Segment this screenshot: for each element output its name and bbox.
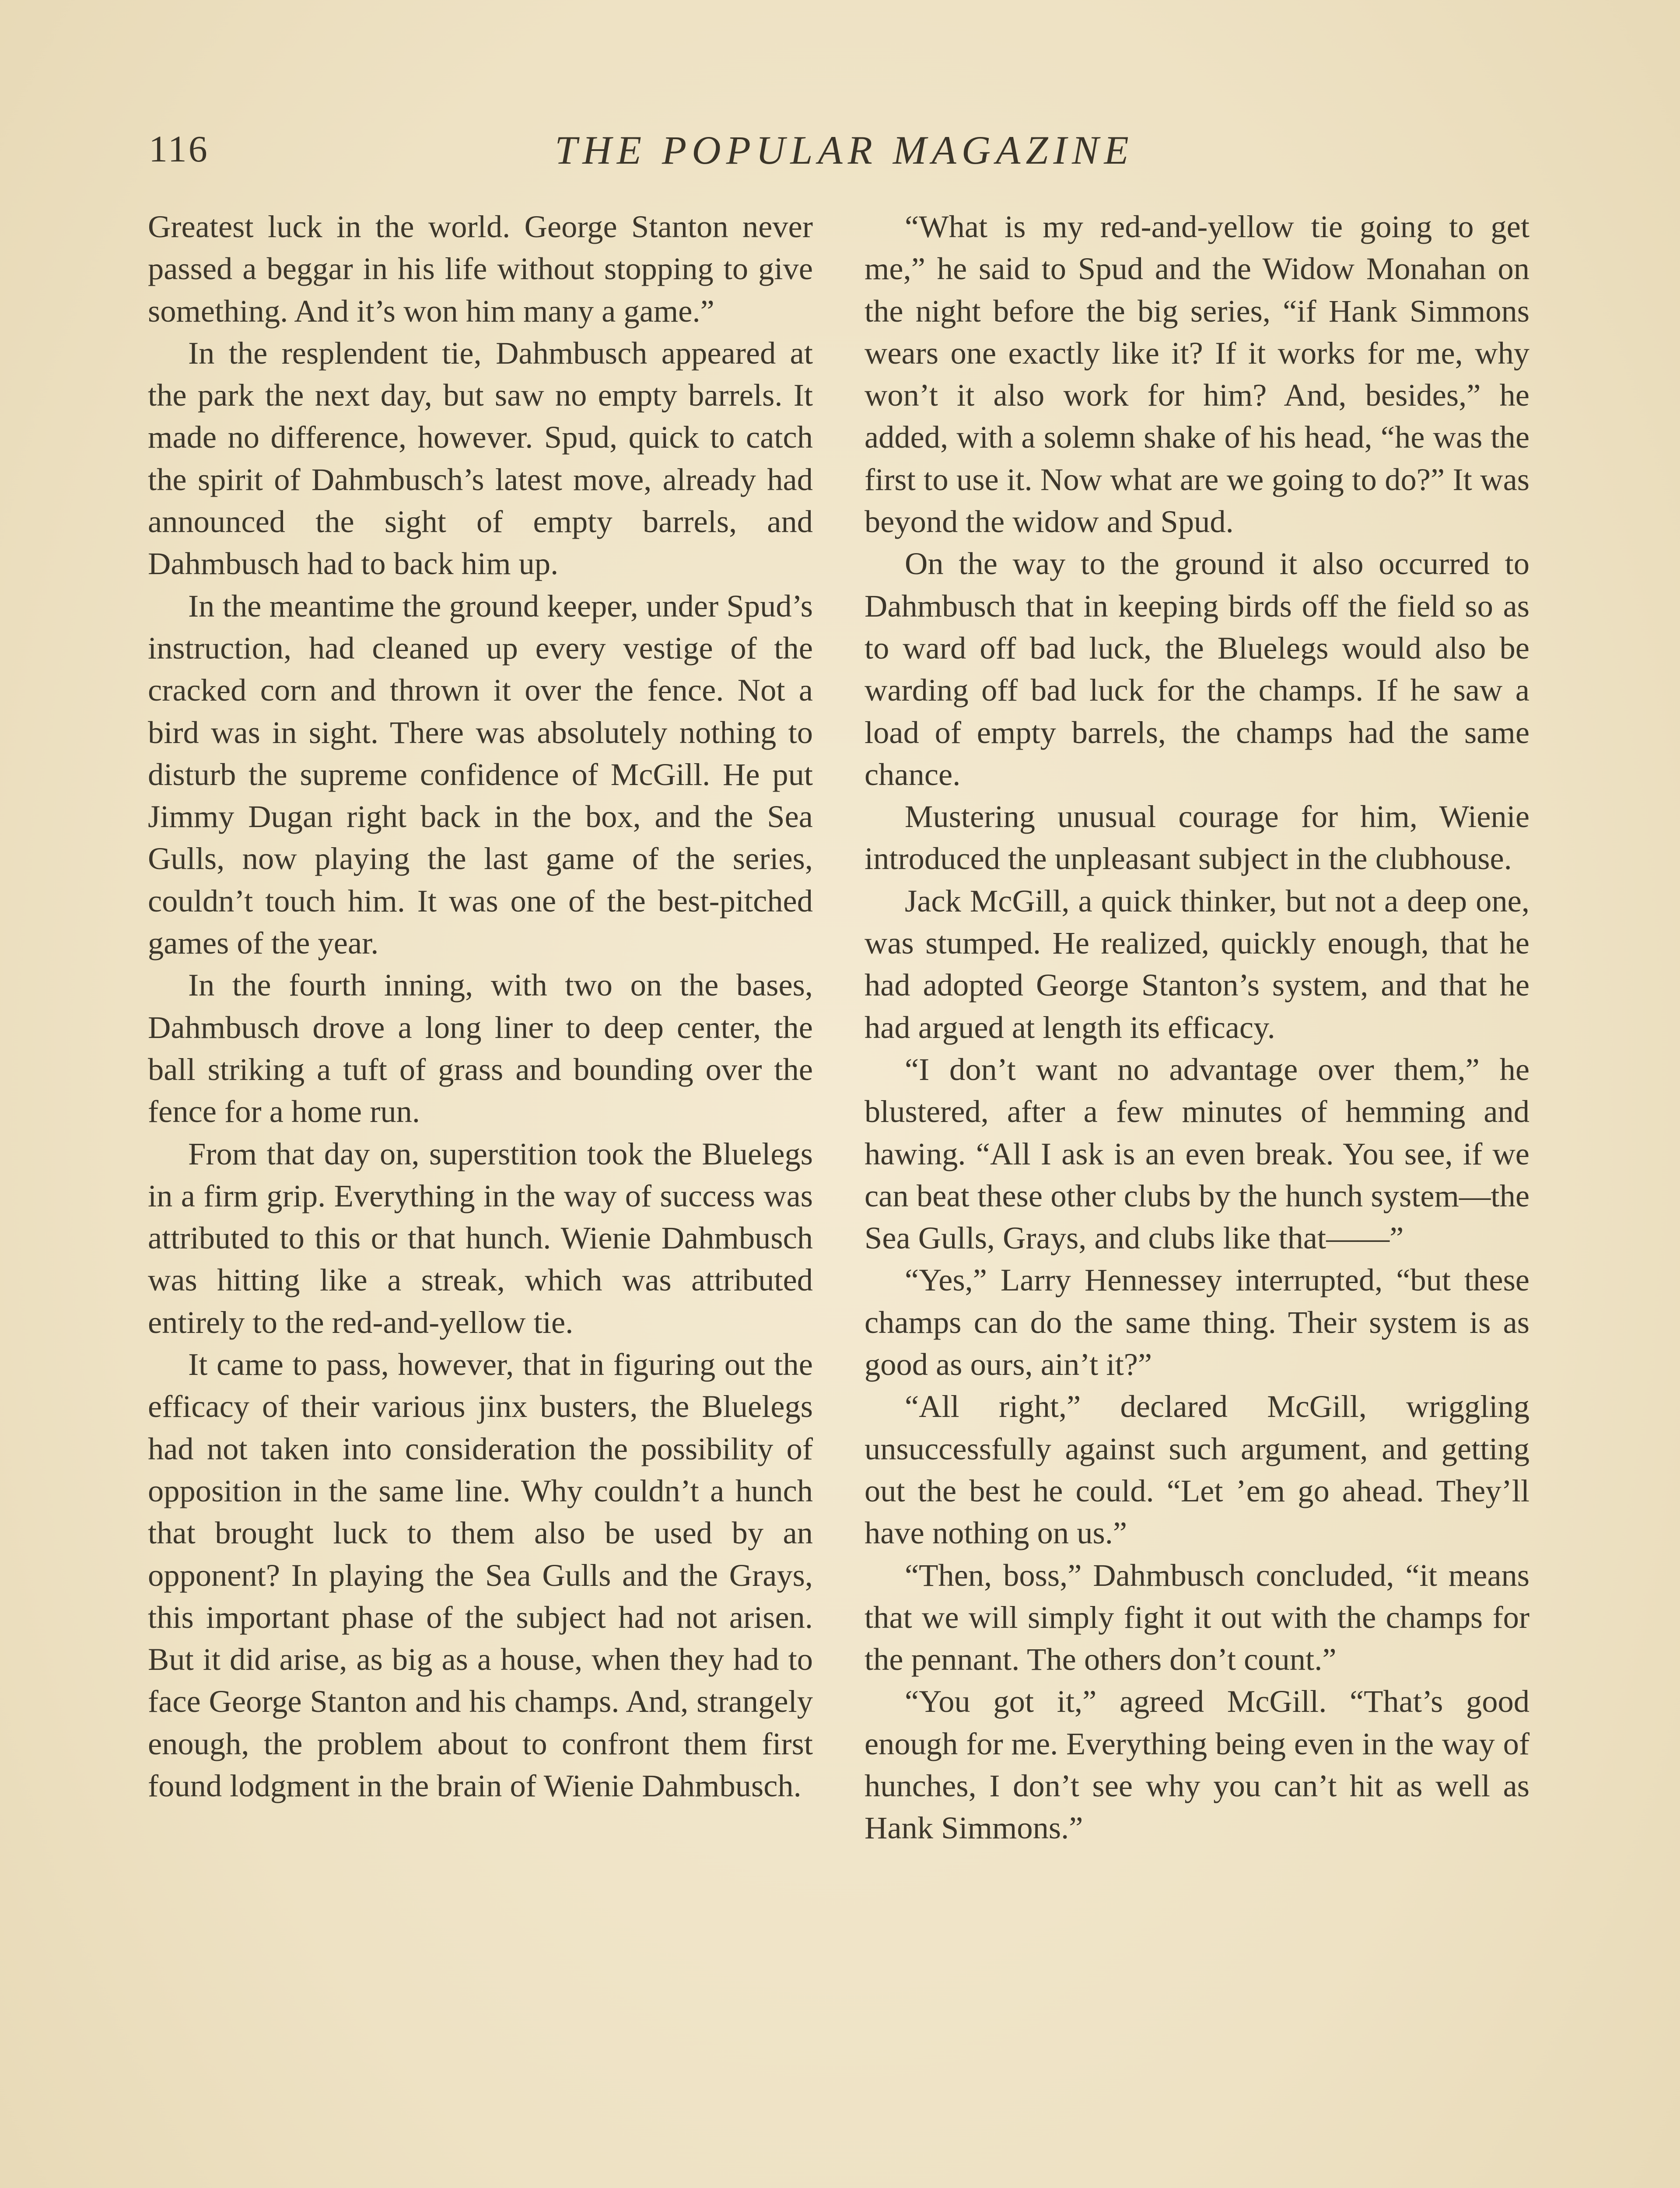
paragraph: “What is my red-and-yellow tie going to get me,” he said to Spud and the Widow Monahan on the night before the big series, “if Hank Simmons wears one exactly like it? If it works for me, why won’t it also work for him? And, besides,” he added, with a solemn shake of his head, “he was the first to use it. Now what are we going to do?” It was beyond the widow and Spud. (864, 209, 1530, 540)
paragraph: In the fourth inning, with two on the bases, Dahmbusch drove a long liner to deep center, the ball striking a tuft of grass and bounding over the fence for a home run. (148, 967, 813, 1129)
paragraph: “Yes,” Larry Hennessey interrupted, “but these champs can do the same thing. Their system is as good as ours, ain’t it?” (864, 1262, 1530, 1382)
paragraph: “All right,” declared McGill, wriggling unsuccessfully against such argument, and getting out the best he could. “Let ’em go ahead. They’ll have nothing on us.” (864, 1389, 1530, 1551)
paragraph: In the resplendent tie, Dahmbusch appeared at the park the next day, but saw no empty barrels. It made no difference, however. Spud, quick to catch the spirit of Dahmbusch’s latest move, already had announced the sight of empty barrels, and Dahmbusch had to back him up. (148, 335, 813, 582)
paragraph: “I don’t want no advantage over them,” he blustered, after a few minutes of hemming and hawing. “All I ask is an even break. You see, if we can beat these other clubs by the hunch system—the Sea Gulls, Grays, and clubs like that——” (864, 1051, 1530, 1256)
paragraph: In the meantime the ground keeper, under Spud’s instruction, had cleaned up every vestige of the cracked corn and thrown it over the fence. Not a bird was in sight. There was absolutely nothing to disturb the supreme confidence of McGill. He put Jimmy Dugan right back in the box, and the Sea Gulls, now playing the last game of the series, couldn’t touch him. It was one of the best-pitched games of the year. (148, 588, 813, 961)
left-column (148, 206, 813, 1807)
right-column (864, 206, 1530, 1849)
paragraph: Jack McGill, a quick thinker, but not a deep one, was stumped. He realized, quickly enough, that he had adopted George Stanton’s system, and that he had argued at length its efficacy. (864, 883, 1530, 1045)
paragraph: On the way to the ground it also occurred to Dahmbusch that in keeping birds off the field so as to ward off bad luck, the Bluelegs would also be warding off bad luck for the champs. If he saw a load of empty barrels, the champs had the same chance. (864, 546, 1530, 792)
paragraph: From that day on, superstition took the Bluelegs in a firm grip. Everything in the way of success was attributed to this or that hunch. Wienie Dahmbusch was hitting like a streak, which was attributed entirely to the red-and-yellow tie. (148, 1136, 813, 1340)
paragraph: “You got it,” agreed McGill. “That’s good enough for me. Everything being even in the way of hunches, I don’t see why you can’t hit as well as Hank Simmons.” (864, 1683, 1530, 1846)
paragraph: Mustering unusual courage for him, Wienie introduced the unpleasant subject in the clubhouse. (864, 799, 1530, 877)
paragraph: “Then, boss,” Dahmbusch concluded, “it means that we will simply fight it out with the champs for the pennant. The others don’t count.” (864, 1557, 1530, 1677)
running-title: THE POPULAR MAGAZINE (555, 128, 1134, 172)
paragraph: It came to pass, however, that in figuring out the efficacy of their various jinx busters, the Bluelegs had not taken into consideration the possibility of opposition in the same line. Why couldn’t a hunch that brought luck to them also be used by an opponent? In playing the Sea Gulls and the Grays, this important phase of the subject had not arisen. But it did arise, as big as a house, when they had to face George Stanton and his champs. And, strangely enough, the problem about to confront them first found lodgment in the brain of Wienie Dahmbusch. (148, 1346, 813, 1803)
paragraph: Greatest luck in the world. George Stanton never passed a beggar in his life without stopping to give something. And it’s won him many a game.” (148, 209, 813, 329)
page-number: 116 (149, 128, 209, 170)
page-header (149, 127, 1540, 175)
